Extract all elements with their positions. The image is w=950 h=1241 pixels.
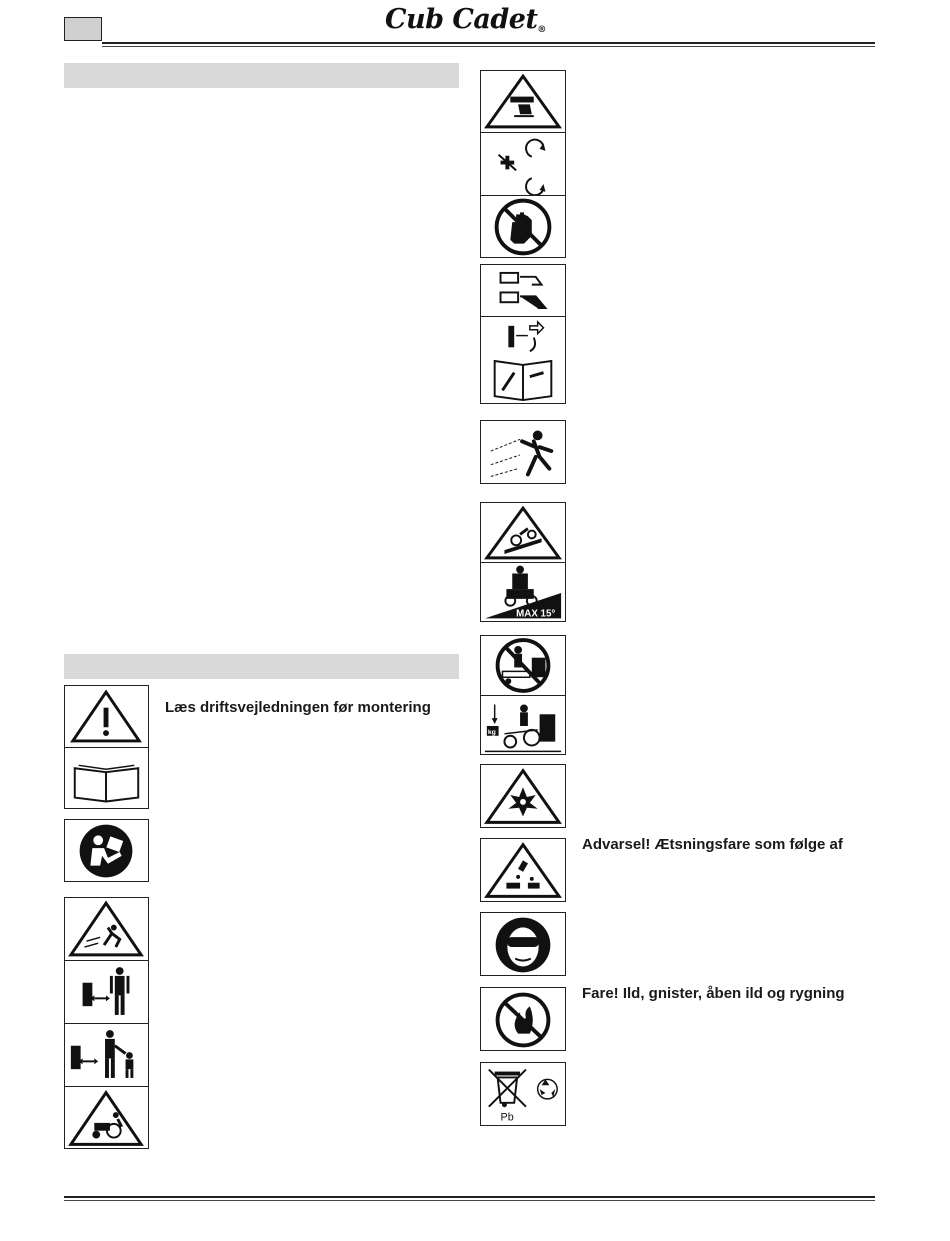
symbol-group-slope xyxy=(480,502,566,622)
no-extra-weight-icon xyxy=(481,636,565,696)
weight-label: kg xyxy=(487,728,496,736)
rotating-blades-icon xyxy=(481,133,565,196)
thrown-objects-person-icon xyxy=(481,421,565,485)
corrosive-warning-icon xyxy=(481,839,565,903)
lead-label: Pb xyxy=(500,1111,514,1124)
goggles-icon xyxy=(481,913,565,977)
symbol-read-manual-circle xyxy=(64,819,149,882)
max-slope-icon xyxy=(481,563,565,623)
page-number-box xyxy=(64,17,102,41)
crossed-bin-icon xyxy=(481,1063,565,1127)
symbol-group-maintenance xyxy=(480,264,566,404)
symbol-group-blades xyxy=(480,70,566,258)
header-rule xyxy=(102,42,875,44)
symbol-corrosive xyxy=(480,838,566,902)
header-rule-thin xyxy=(102,46,875,47)
warning-triangle-icon xyxy=(65,686,148,748)
section-heading-bar-2 xyxy=(64,654,459,679)
no-open-flame-icon xyxy=(481,988,565,1052)
maintenance-manual-icon xyxy=(481,317,565,405)
symbol-thrown-objects xyxy=(480,420,566,484)
open-book-icon xyxy=(65,748,148,810)
brand-name: Cub Cadet xyxy=(385,4,538,35)
no-hands-icon xyxy=(481,196,565,259)
caption-acid-warning: Advarsel! Ætsningsfare som følge af xyxy=(582,836,843,853)
footer-rule-thin xyxy=(64,1200,875,1201)
child-runover-warning-icon xyxy=(65,1087,148,1150)
brand-registered-mark: ® xyxy=(537,25,546,35)
keep-distance-children-icon xyxy=(65,1024,148,1087)
keep-distance-adult-icon xyxy=(65,961,148,1024)
section-heading-bar-1 xyxy=(64,63,459,88)
blade-contact-warning-icon xyxy=(481,71,565,133)
symbol-disposal xyxy=(480,1062,566,1126)
tipover-warning-icon xyxy=(481,503,565,563)
person-reading-icon xyxy=(65,820,148,883)
thrown-objects-warning-icon xyxy=(65,898,148,961)
rear-weight-icon xyxy=(481,696,565,756)
symbol-no-fire xyxy=(480,987,566,1051)
symbol-group-weight xyxy=(480,635,566,755)
max-slope-label: MAX 15° xyxy=(516,608,556,620)
caption-read-manual: Læs driftsvejledningen før montering xyxy=(165,699,431,716)
symbol-eye-protection xyxy=(480,912,566,976)
symbol-group-bystanders xyxy=(64,897,149,1149)
cub-cadet-logo xyxy=(385,4,565,34)
symbol-explosion xyxy=(480,764,566,828)
caption-fire-warning: Fare! Ild, gnister, åben ild og rygning xyxy=(582,985,845,1002)
footer-rule xyxy=(64,1196,875,1198)
explosion-warning-icon xyxy=(481,765,565,829)
symbol-group-read-manual xyxy=(64,685,149,809)
key-removal-icon xyxy=(481,265,565,317)
